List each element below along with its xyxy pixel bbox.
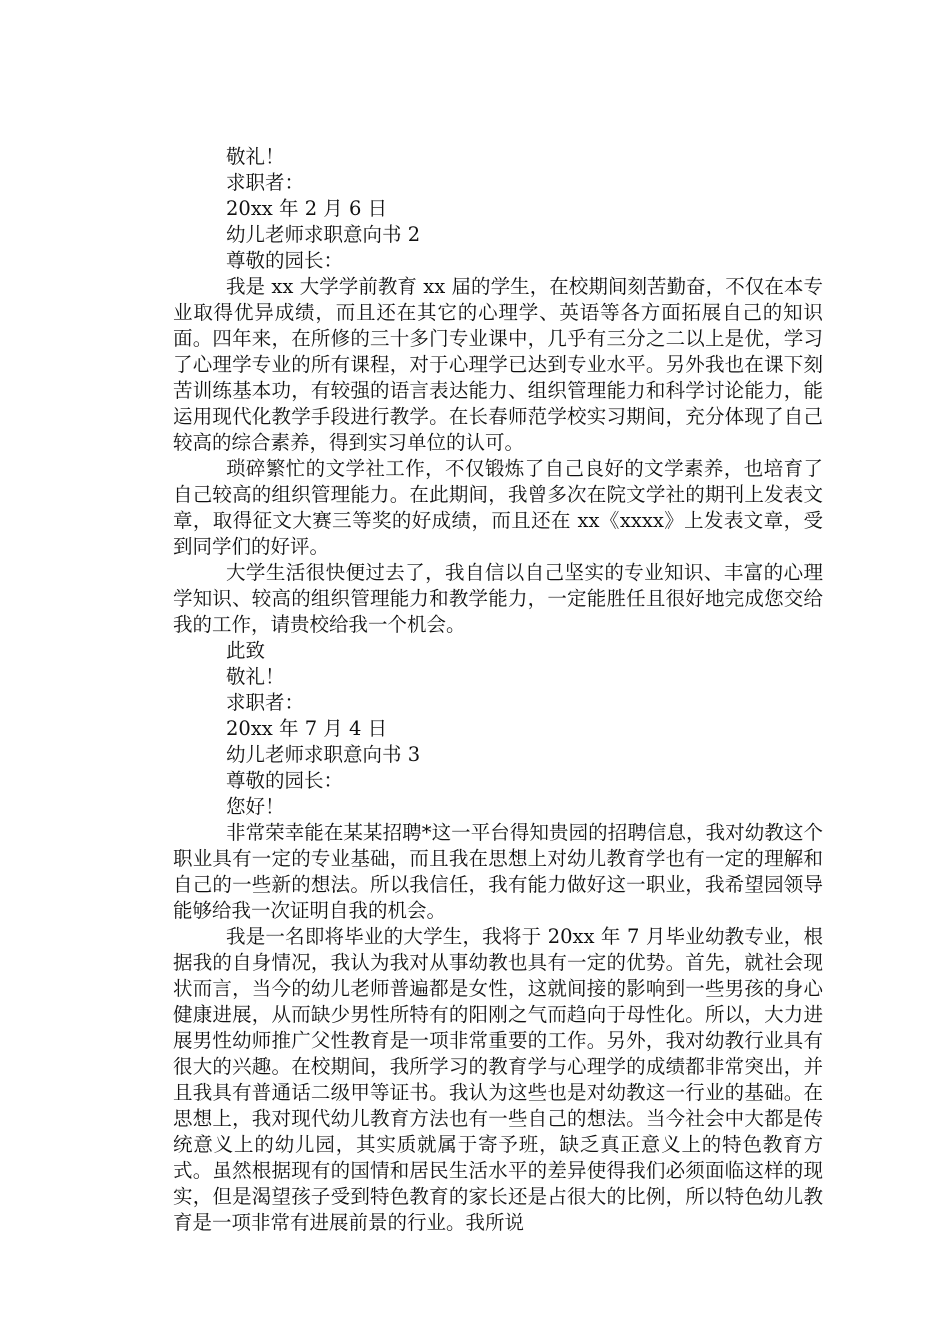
- greeting: 尊敬的园长：: [226, 769, 344, 792]
- letter-title: 幼儿老师求职意向书 3: [226, 743, 421, 766]
- salutation: 敬礼！: [226, 145, 285, 168]
- document-body: [173, 144, 823, 1236]
- letter-title: 幼儿老师求职意向书 2: [226, 223, 421, 246]
- hello-line: 您好！: [226, 795, 285, 818]
- salutation: 敬礼！: [226, 665, 285, 688]
- body-paragraph: 非常荣幸能在某某招聘*这一平台得知贵园的招聘信息，我对幼教这个职业具有一定的专业基础，而且我在思想上对幼儿教育学也有一定的理解和自己的一些新的想法。所以我信任，我有能力做好这一职业，我希望园领导能够给我一次证明自我的机会。: [173, 821, 823, 922]
- letter-date: 20xx 年 2 月 6 日: [226, 197, 388, 220]
- greeting: 尊敬的园长：: [226, 249, 344, 272]
- body-paragraph: 我是 xx 大学学前教育 xx 届的学生，在校期间刻苦勤奋，不仅在本专业取得优异成绩，而且还在其它的心理学、英语等各方面拓展自己的知识面。四年来，在所修的三十多门专业课中，几乎有三分之二以上是优，学习了心理学专业的所有课程，对于心理学已达到专业水平。另外我也在课下刻苦训练基本功，有较强的语言表达能力、组织管理能力和科学讨论能力，能运用现代化教学手段进行教学。在长春师范学校实习期间，充分体现了自己较高的综合素养，得到实习单位的认可。: [173, 275, 823, 454]
- applicant-label: 求职者：: [226, 691, 305, 714]
- closing: 此致: [226, 639, 266, 662]
- body-paragraph: 琐碎繁忙的文学社工作，不仅锻炼了自己良好的文学素养，也培育了自己较高的组织管理能力。在此期间，我曾多次在院文学社的期刊上发表文章，取得征文大赛三等奖的好成绩，而且还在 xx《xxxx》上发表文章，受到同学们的好评。: [173, 457, 823, 558]
- body-paragraph: 我是一名即将毕业的大学生，我将于 20xx 年 7 月毕业幼教专业，根据我的自身情况，我认为我对从事幼教也具有一定的优势。首先，就社会现状而言，当今的幼儿老师普遍都是女性，这就间接的影响到一些男孩的身心健康进展，从而缺少男性所特有的阳刚之气而趋向于母性化。所以，大力进展男性幼师推广父性教育是一项非常重要的工作。另外，我对幼教行业具有很大的兴趣。在校期间，我所学习的教育学与心理学的成绩都非常突出，并且我具有普通话二级甲等证书。我认为这些也是对幼教这一行业的基础。在思想上，我对现代幼儿教育方法也有一些自己的想法。当今社会中大都是传统意义上的幼儿园，其实质就属于寄予班，缺乏真正意义上的特色教育方式。虽然根据现有的国情和居民生活水平的差异使得我们必须面临这样的现实，但是渴望孩子受到特色教育的家长还是占很大的比例，所以特色幼儿教育是一项非常有进展前景的行业。我所说: [173, 925, 823, 1234]
- body-paragraph: 大学生活很快便过去了，我自信以自己坚实的专业知识、丰富的心理学知识、较高的组织管理能力和教学能力，一定能胜任且很好地完成您交给我的工作，请贵校给我一个机会。: [173, 561, 823, 636]
- letter-date: 20xx 年 7 月 4 日: [226, 717, 388, 740]
- applicant-label: 求职者：: [226, 171, 305, 194]
